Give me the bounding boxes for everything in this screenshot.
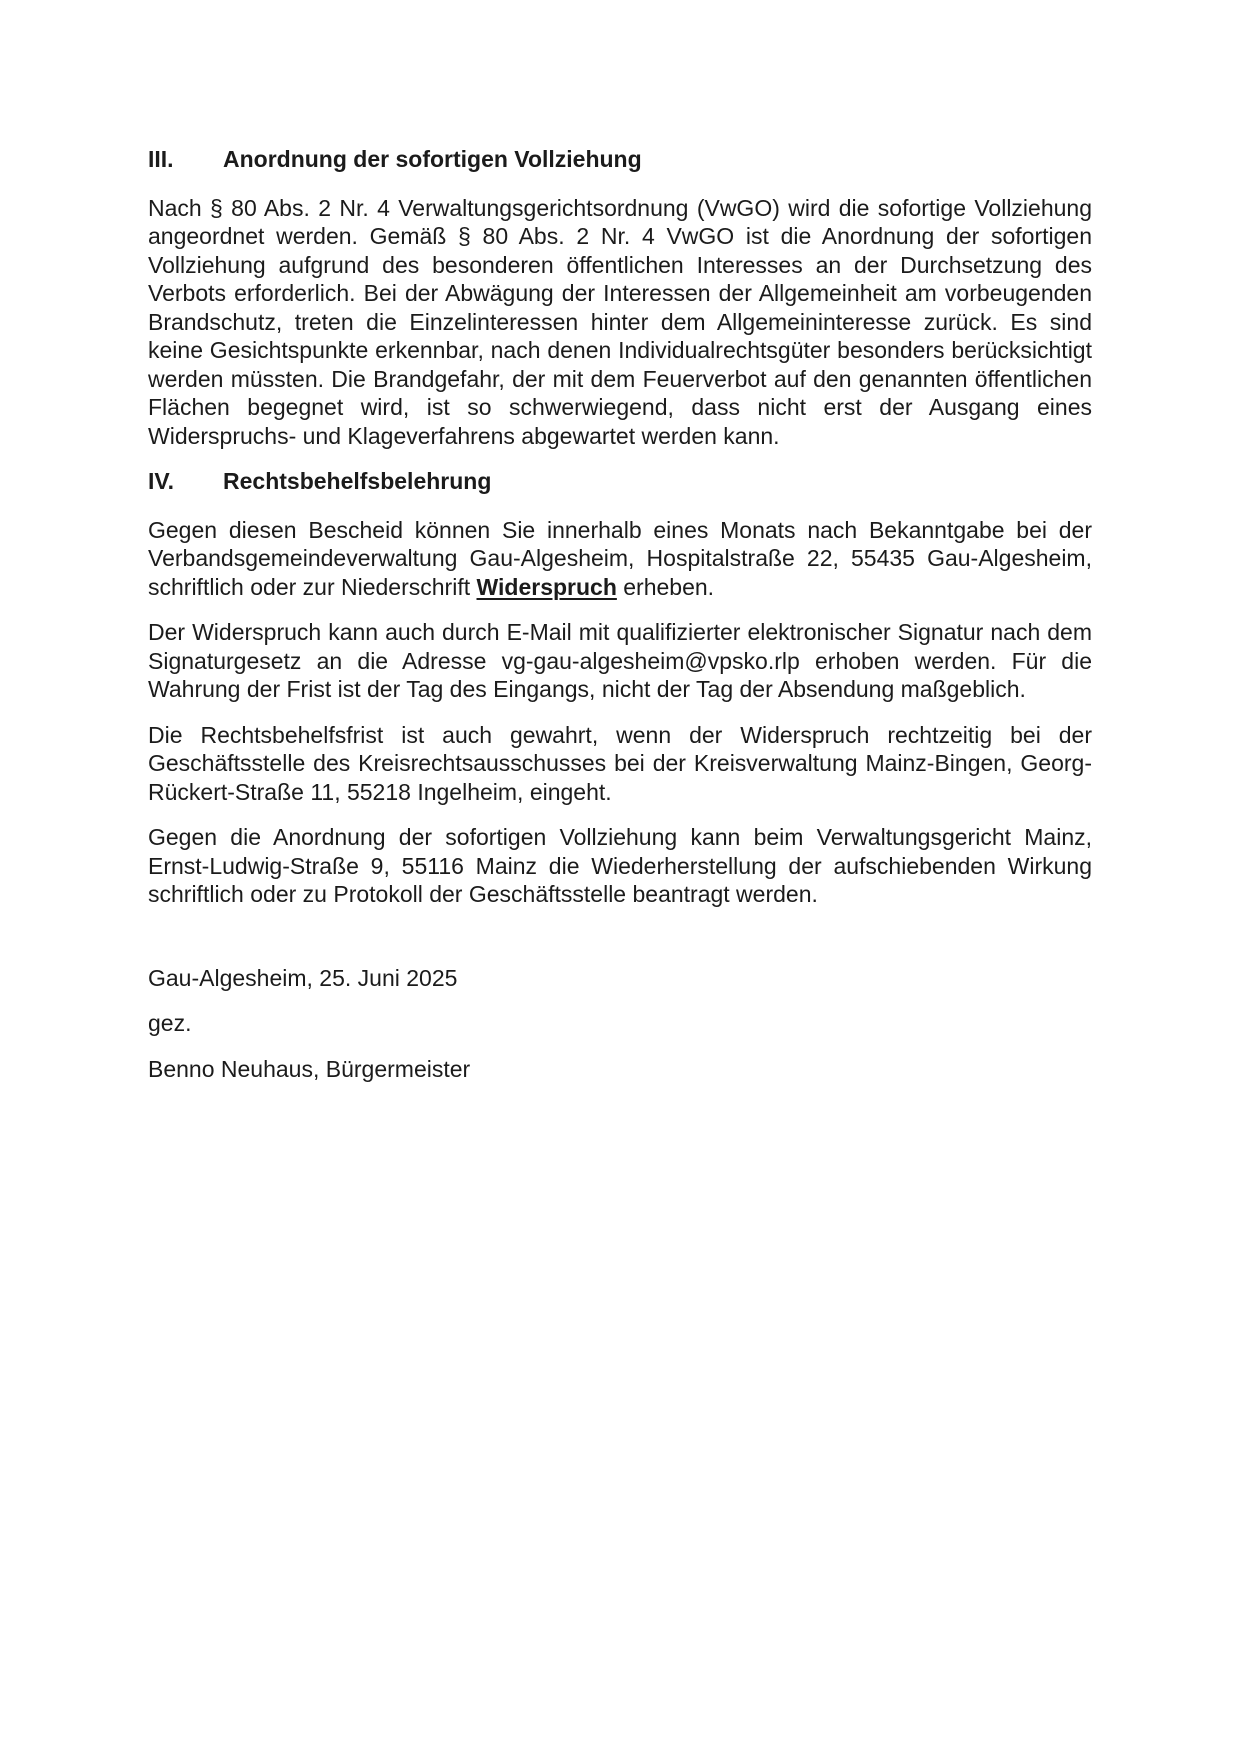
closing-block [148,964,1092,1084]
section-title: Rechtsbehelfsbelehrung [223,468,492,494]
paragraph-email: Der Widerspruch kann auch durch E-Mail mit qualifizierter elektronischer Signatur nach dem Signaturgesetz an die Adresse vg-gau-algesheim@vpsko.rlp erhoben werden. Für die Wahrung der Frist ist der Tag des Eingangs, nicht der Tag der Absendung maßgeblich. [148,619,1092,702]
paragraph-sofortige-vollziehung: Nach § 80 Abs. 2 Nr. 4 Verwaltungsgerichtsordnung (VwGO) wird die sofortige Vollziehung angeordnet werden. Gemäß § 80 Abs. 2 Nr. 4 VwGO ist die Anordnung der sofortigen Vollziehung aufgrund des besonderen öffentlichen Interesses an der Durchsetzung des Verbots erforderlich. Bei der Abwägung der Interessen der Allgemeinheit am vorbeugenden Brandschutz, treten die Einzelinteressen hinter dem Allgemeininteresse zurück. Es sind keine Gesichtspunkte erkennbar, nach denen Individualrechtsgüter besonders berücksichtigt werden müssten. Die Brandgefahr, der mit dem Feuerverbot auf den genannten öffentlichen Flächen begegnet wird, ist so schwerwiegend, dass nicht erst der Ausgang eines Widerspruchs- und Klageverfahrens abgewartet werden kann. [148,194,1092,449]
paragraph-verwaltungsgericht: Gegen die Anordnung der sofortigen Vollziehung kann beim Verwaltungsgericht Mainz, Ernst-Ludwig-Straße 9, 55116 Mainz die Wiederherstellung der aufschiebenden Wirkung schriftlich oder zu Protokoll der Geschäftsstelle beantragt werden. [148,824,1092,907]
section-heading-iii [148,145,1092,174]
section-heading-iv [148,467,1092,496]
widerspruch-emphasis: Widerspruch [476,573,617,600]
section-number: III. [148,146,174,172]
document-body [148,145,1092,1083]
section-number: IV. [148,468,175,494]
section-title: Anordnung der sofortigen Vollziehung [223,146,642,172]
signature-prefix-line: gez. [148,1010,192,1036]
paragraph-widerspruch [148,516,1092,602]
paragraph-frist: Die Rechtsbehelfsfrist ist auch gewahrt, wenn der Widerspruch rechtzeitig bei der Geschäftsstelle des Kreisrechtsausschusses bei der Kreisverwaltung Mainz-Bingen, Georg-Rückert-Straße 11, 55218 Ingelheim, eingeht. [148,721,1092,805]
paragraph-widerspruch-after: erheben. [616,573,715,600]
paragraph-widerspruch-before: Gegen diesen Bescheid können Sie innerhalb eines Monats nach Bekanntgabe bei der Verbandsgemeindeverwaltung Gau-Algesheim, Hospitalstraße 22, 55435 Gau-Algesheim, schriftlich oder zur Niederschrift [148,516,1092,600]
place-date-line: Gau-Algesheim, 25. Juni 2025 [148,964,458,991]
signatory-line: Benno Neuhaus, Bürgermeister [148,1055,471,1082]
